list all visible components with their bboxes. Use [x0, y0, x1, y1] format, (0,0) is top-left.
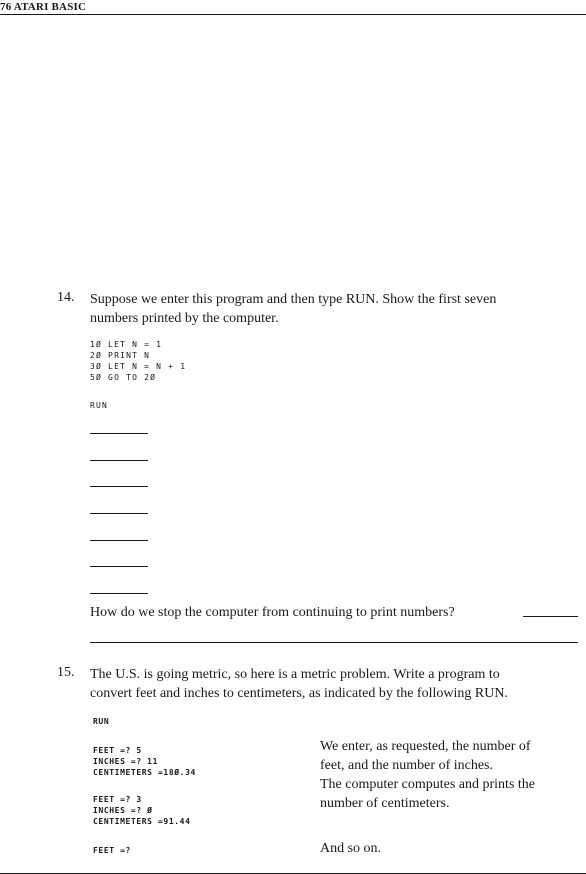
question-15-number: 15.	[57, 665, 75, 680]
stop-answer-line	[90, 642, 578, 643]
question-15-prompt-line1: The U.S. is going metric, so here is a metric problem. Write a program to	[90, 667, 500, 682]
run-output-feet-3: FEET =?	[93, 846, 131, 855]
answer-blank-4	[90, 513, 148, 514]
answer-blank-7	[90, 593, 148, 594]
running-header: 76 ATARI BASIC	[0, 1, 87, 13]
run-output-inches-1: INCHES =? 11	[93, 757, 158, 766]
run-command-14: RUN	[90, 401, 109, 410]
answer-blank-6	[90, 566, 148, 567]
question-14-prompt-line2: numbers printed by the computer.	[90, 311, 279, 326]
question-14-prompt-line1: Suppose we enter this program and then type RUN. Show the first seven	[90, 292, 497, 307]
question-14-number: 14.	[57, 290, 75, 305]
and-so-on-note: And so on.	[320, 841, 382, 856]
header-rule	[0, 14, 586, 15]
run-command-15: RUN	[93, 717, 110, 726]
answer-blank-5	[90, 540, 148, 541]
stop-answer-blank	[523, 616, 578, 617]
program-line-50: 5Ø GO TO 2Ø	[90, 373, 157, 382]
program-line-10: 1Ø LET N = 1	[90, 340, 163, 349]
note-line-2: feet, and the number of inches.	[320, 758, 493, 773]
question-15-prompt-line2: convert feet and inches to centimeters, as indicated by the following RUN.	[90, 686, 508, 701]
run-output-cm-2: CENTIMETERS =91.44	[93, 817, 191, 826]
stop-question: How do we stop the computer from continuing to print numbers?	[90, 605, 455, 620]
program-line-30: 3Ø LET N = N + 1	[90, 362, 187, 371]
run-output-feet-2: FEET =? 3	[93, 795, 142, 804]
run-output-feet-1: FEET =? 5	[93, 746, 142, 755]
note-line-3: The computer computes and prints the	[320, 777, 535, 792]
answer-blank-3	[90, 486, 148, 487]
note-line-1: We enter, as requested, the number of	[320, 739, 531, 754]
answer-blank-1	[90, 433, 148, 434]
run-output-inches-2: INCHES =? Ø	[93, 806, 153, 815]
program-line-20: 2Ø PRINT N	[90, 351, 151, 360]
answer-blank-2	[90, 460, 148, 461]
run-output-cm-1: CENTIMETERS =18Ø.34	[93, 768, 196, 777]
note-line-4: number of centimeters.	[320, 796, 450, 811]
